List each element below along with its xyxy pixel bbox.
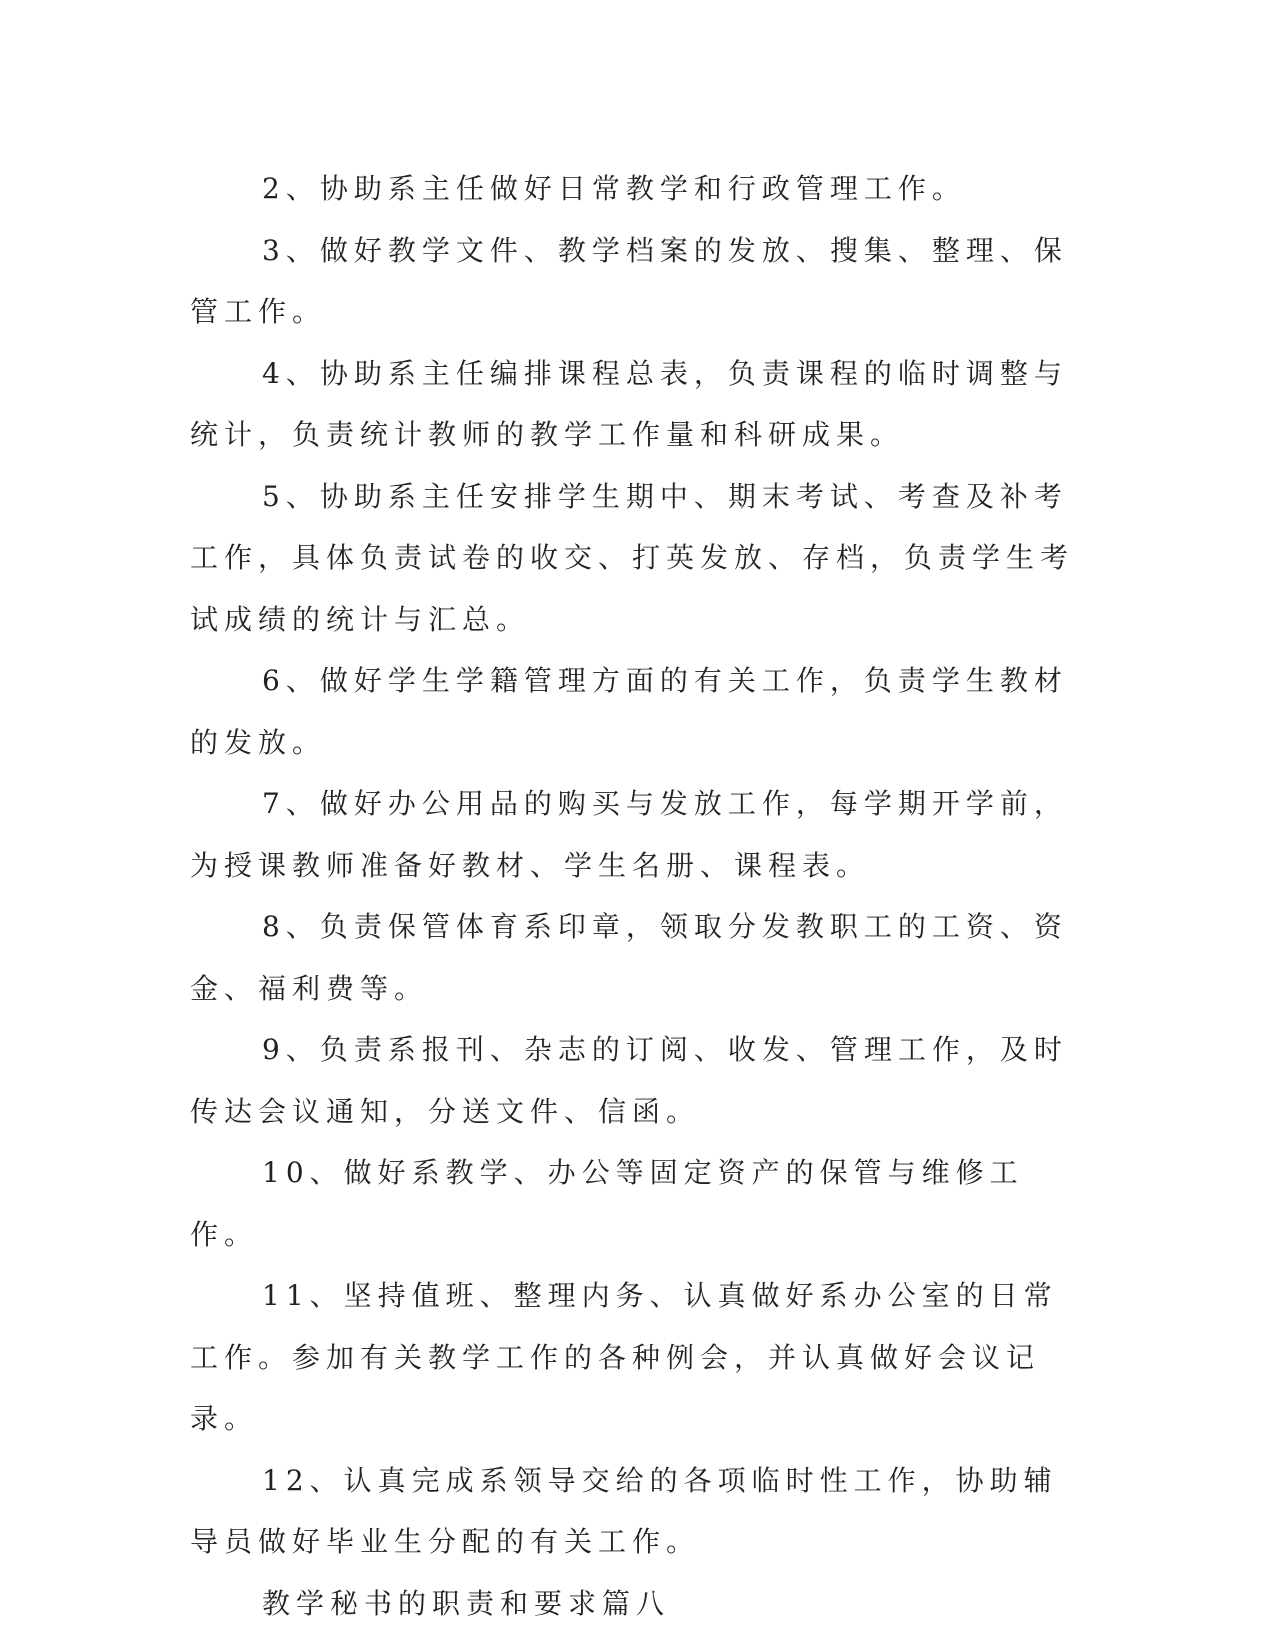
- document-body: [190, 158, 1075, 1634]
- paragraph-item-5: 5、协助系主任安排学生期中、期末考试、考查及补考工作，具体负责试卷的收交、打英发放、存档，负责学生考试成绩的统计与汇总。: [190, 479, 1075, 636]
- section-heading: 教学秘书的职责和要求篇八: [262, 1586, 671, 1620]
- paragraph-item-8: 8、负责保管体育系印章，领取分发教职工的工资、资金、福利费等。: [190, 910, 1068, 1005]
- paragraph-item-3: 3、做好教学文件、教学档案的发放、搜集、整理、保管工作。: [190, 233, 1068, 328]
- paragraph-item-9: 9、负责系报刊、杂志的订阅、收发、管理工作，及时传达会议通知，分送文件、信函。: [190, 1033, 1068, 1128]
- paragraph-item-6: 6、做好学生学籍管理方面的有关工作，负责学生教材的发放。: [190, 664, 1068, 759]
- paragraph-item-10: 10、做好系教学、办公等固定资产的保管与维修工作。: [190, 1156, 1024, 1251]
- paragraph-item-4: 4、协助系主任编排课程总表，负责课程的临时调整与统计，负责统计教师的教学工作量和科研成果。: [190, 356, 1068, 451]
- paragraph-item-7: 7、做好办公用品的购买与发放工作，每学期开学前，为授课教师准备好教材、学生名册、课程表。: [190, 787, 1068, 882]
- paragraph-item-12: 12、认真完成系领导交给的各项临时性工作，协助辅导员做好毕业生分配的有关工作。: [190, 1463, 1058, 1558]
- paragraph-item-2: 2、协助系主任做好日常教学和行政管理工作。: [262, 172, 966, 205]
- paragraph-item-11: 11、坚持值班、整理内务、认真做好系办公室的日常工作。参加有关教学工作的各种例会，并认真做好会议记录。: [190, 1279, 1058, 1435]
